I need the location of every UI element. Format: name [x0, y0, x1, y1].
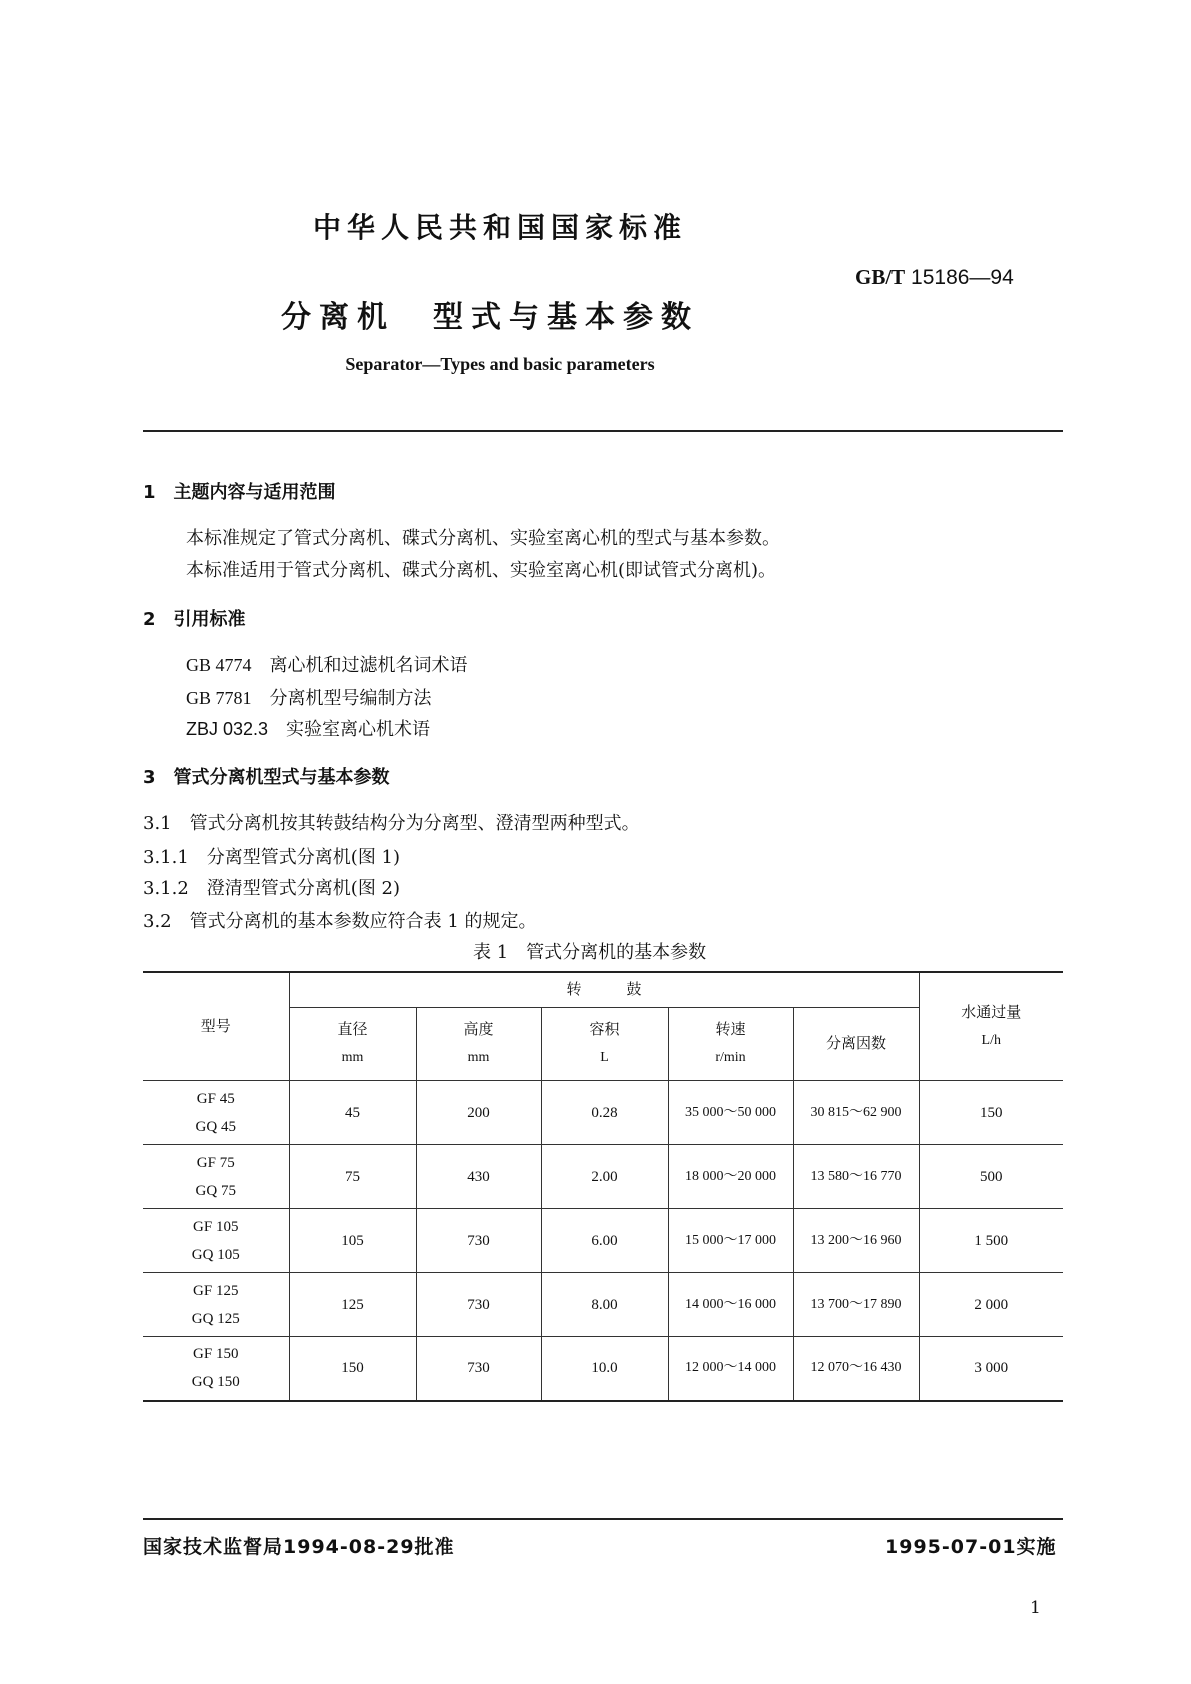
effective-date: 1995-07-01实施 [885, 1536, 1057, 1558]
table-cell: 1 500 [919, 1209, 1063, 1273]
section-1-heading: 1 主题内容与适用范围 [143, 482, 336, 503]
table-cell: 13 700～17 890 [793, 1273, 919, 1337]
table-cell: GF 75 GQ 75 [143, 1145, 289, 1209]
header-rule [143, 430, 1063, 432]
table-cell: 13 580～16 770 [793, 1145, 919, 1209]
code-number: 15186—94 [911, 266, 1014, 289]
table-cell: 12 070～16 430 [793, 1337, 919, 1401]
table-row [143, 1273, 1063, 1337]
table-cell: GF 105 GQ 105 [143, 1209, 289, 1273]
table-cell: 75 [289, 1145, 416, 1209]
english-title: Separator—Types and basic parameters [345, 354, 655, 374]
table-cell: 12 000～14 000 [668, 1337, 793, 1401]
table-cell: 13 200～16 960 [793, 1209, 919, 1273]
drum-header: 转 鼓 [289, 972, 919, 1008]
table-cell: 45 [289, 1081, 416, 1145]
table-cell: 200 [416, 1081, 541, 1145]
table-cell: 105 [289, 1209, 416, 1273]
table-cell: 730 [416, 1273, 541, 1337]
table-cell: 30 815～62 900 [793, 1081, 919, 1145]
table-cell: 18 000～20 000 [668, 1145, 793, 1209]
paragraph: 本标准适用于管式分离机、碟式分离机、实验室离心机(即试管式分离机)。 [186, 560, 777, 581]
col-header: 转速 r/min [668, 1008, 793, 1081]
table-row [143, 1145, 1063, 1209]
table-cell: GF 125 GQ 125 [143, 1273, 289, 1337]
table-caption: 表 1 管式分离机的基本参数 [473, 942, 707, 963]
page-number: 1 [1030, 1598, 1041, 1618]
table-cell: 0.28 [541, 1081, 668, 1145]
table-cell: 125 [289, 1273, 416, 1337]
table-cell: 6.00 [541, 1209, 668, 1273]
parameters-table [143, 971, 1063, 1402]
table-cell: GF 45 GQ 45 [143, 1081, 289, 1145]
table-cell: 10.0 [541, 1337, 668, 1401]
code-prefix: GB/T [855, 265, 906, 289]
model-header: 型号 [143, 972, 289, 1081]
clause: 3.2 管式分离机的基本参数应符合表 1 的规定。 [143, 911, 537, 932]
table-cell: 3 000 [919, 1337, 1063, 1401]
approval-date: 国家技术监督局1994-08-29批准 [143, 1536, 455, 1558]
section-2-heading: 2 引用标准 [143, 609, 246, 630]
table-row [143, 1209, 1063, 1273]
table-cell: 15 000～17 000 [668, 1209, 793, 1273]
table-cell: 2.00 [541, 1145, 668, 1209]
col-header: 高度 mm [416, 1008, 541, 1081]
standard-code [855, 265, 1014, 290]
clause: 3.1.2 澄清型管式分离机(图 2) [143, 878, 401, 899]
table-cell: 730 [416, 1209, 541, 1273]
table-cell: 150 [919, 1081, 1063, 1145]
table-row [143, 1081, 1063, 1145]
section-3-heading: 3 管式分离机型式与基本参数 [143, 767, 390, 788]
flow-header: 水通过量 L/h [919, 972, 1063, 1081]
footer-rule [143, 1518, 1063, 1520]
col-header: 分离因数 [793, 1008, 919, 1081]
paragraph: 本标准规定了管式分离机、碟式分离机、实验室离心机的型式与基本参数。 [186, 528, 780, 549]
table-cell: 150 [289, 1337, 416, 1401]
reference-item: GB 7781 分离机型号编制方法 [186, 688, 432, 709]
document-subtitle: 分离机 型式与基本参数 [281, 300, 699, 335]
col-header: 容积 L [541, 1008, 668, 1081]
table-cell: 430 [416, 1145, 541, 1209]
clause: 3.1.1 分离型管式分离机(图 1) [143, 847, 401, 868]
document-title: 中华人民共和国国家标准 [312, 211, 687, 244]
table-cell: 8.00 [541, 1273, 668, 1337]
reference-item: GB 4774 离心机和过滤机名词术语 [186, 655, 468, 676]
table-cell: 730 [416, 1337, 541, 1401]
reference-item: ZBJ 032.3 实验室离心机术语 [186, 719, 431, 740]
table-cell: GF 150 GQ 150 [143, 1337, 289, 1401]
table-cell: 500 [919, 1145, 1063, 1209]
table-row [143, 1337, 1063, 1401]
col-header: 直径 mm [289, 1008, 416, 1081]
table-cell: 14 000～16 000 [668, 1273, 793, 1337]
clause: 3.1 管式分离机按其转鼓结构分为分离型、澄清型两种型式。 [143, 813, 640, 834]
table-cell: 2 000 [919, 1273, 1063, 1337]
table-cell: 35 000～50 000 [668, 1081, 793, 1145]
